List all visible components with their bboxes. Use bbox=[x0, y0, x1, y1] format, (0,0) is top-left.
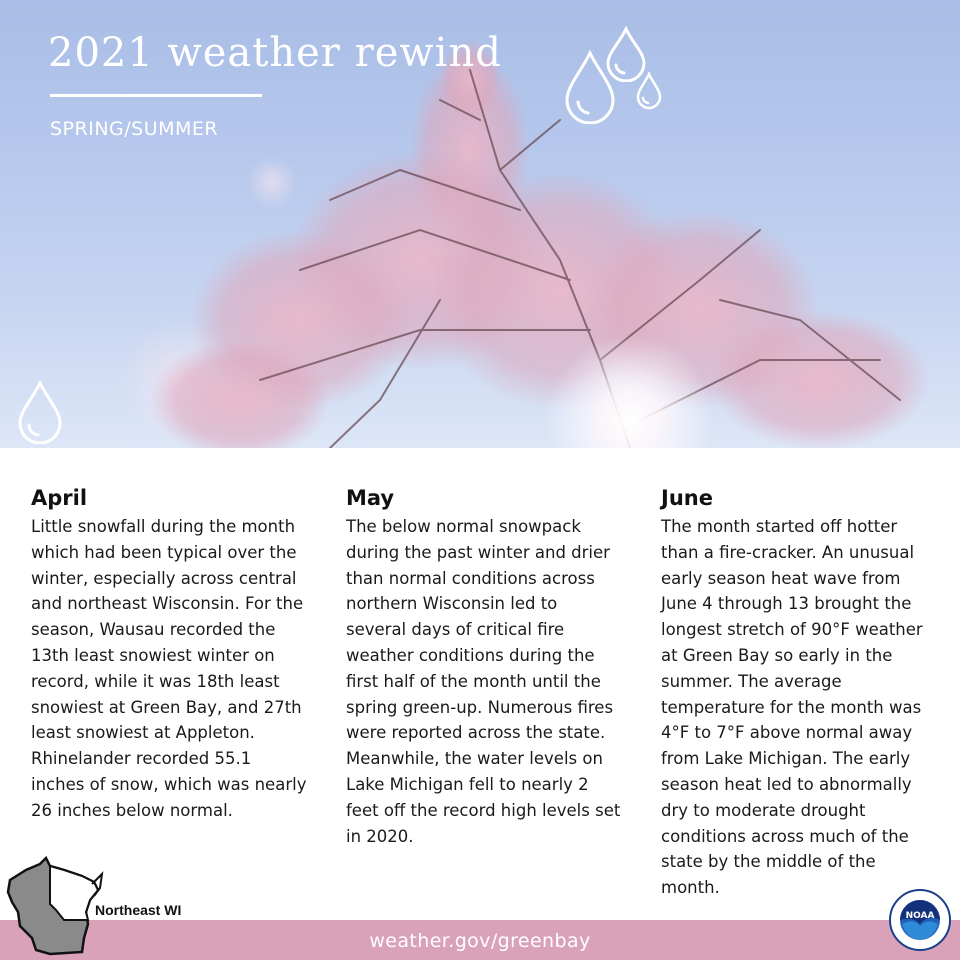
map-region-label: Northeast WI bbox=[95, 902, 182, 918]
hero-photo bbox=[0, 0, 960, 448]
june-body: The month started off hotter than a fire-cracker. An unusual early season heat wave from June 4 through 13 brought the longest stretch of 90°F weather at Green Bay so early in the summer. The average temperature for the month was 4°F to 7°F above normal away from Lake Michigan. The early season heat led to abnormally dry to moderate drought conditions across much of the state by the middle of the month. bbox=[661, 517, 923, 898]
raindrop-icon-corner bbox=[16, 380, 64, 444]
page-title: 2021 weather rewind bbox=[48, 30, 502, 76]
wisconsin-map-icon bbox=[6, 852, 106, 960]
may-column bbox=[346, 486, 622, 849]
may-body: The below normal snowpack during the past winter and drier than normal conditions across northern Wisconsin led to several days of critical fire weather conditions during the first half of the month until the spring green-up. Numerous fires were reported across the state. Meanwhile, the water levels on Lake Michigan fell to nearly 2 feet off the record high levels set in 2020. bbox=[346, 517, 621, 846]
april-body: Little snowfall during the month which had been typical over the winter, especially across central and northeast Wisconsin. For the season, Wausau recorded the 13th least snowiest winter on record, while it was 18th least snowiest at Green Bay, and 27th least snowiest at Appleton. Rhinelander recorded 55.1 inches of snow, which was nearly 26 inches below normal. bbox=[31, 517, 307, 820]
april-heading: April bbox=[31, 486, 88, 510]
may-heading: May bbox=[346, 486, 395, 510]
page-subtitle: SPRING/SUMMER bbox=[50, 118, 219, 140]
footer-url-link[interactable]: weather.gov/greenbay bbox=[369, 930, 591, 952]
june-column bbox=[661, 486, 937, 901]
noaa-logo-text: NOAA bbox=[905, 911, 935, 921]
june-heading: June bbox=[661, 486, 713, 510]
noaa-logo bbox=[888, 888, 952, 952]
raindrop-icon-small bbox=[635, 72, 663, 110]
april-column bbox=[31, 486, 307, 824]
title-divider bbox=[50, 94, 262, 97]
